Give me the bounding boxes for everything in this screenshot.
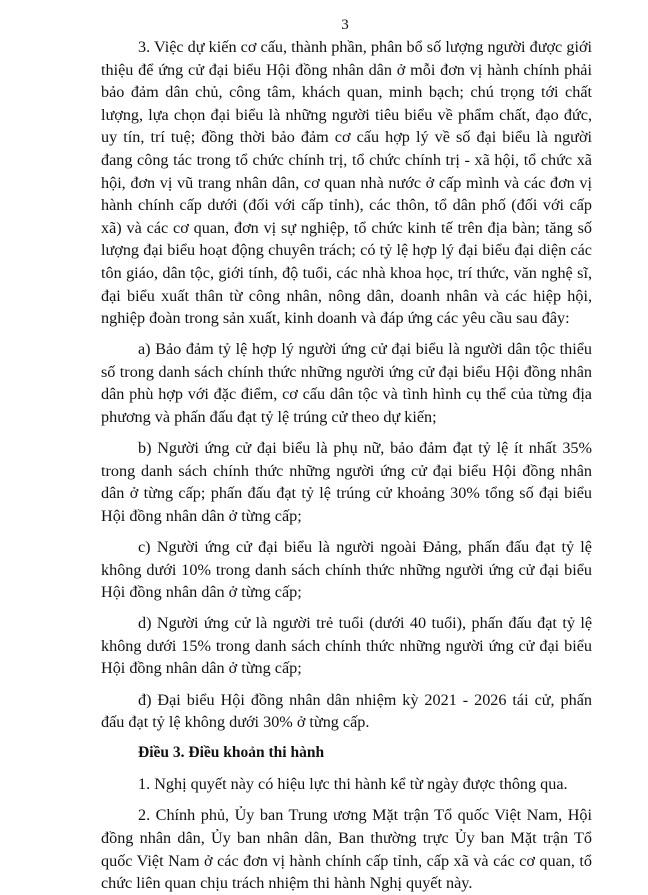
paragraph-b: b) Người ứng cử đại biểu là phụ nữ, bảo đảm đạt tỷ lệ ít nhất 35% trong danh sách chính thức những người ứng cử đại biểu Hội đồng nhân dân ở từng cấp; phấn đấu đạt tỷ lệ trúng cử khoảng 30% tổng số đại biểu Hội đồng nhân dân ở từng cấp;: [101, 439, 592, 525]
clause-2: 2. Chính phủ, Ủy ban Trung ương Mặt trận Tổ quốc Việt Nam, Hội đồng nhân dân, Ủy ban nhân dân, Ban thường trực Ủy ban Mặt trận Tổ quốc Việt Nam ở các đơn vị hành chính cấp tỉnh, cấp xã và các cơ quan, tổ chức liên quan chịu trách nhiệm thi hành Nghị quyết này.: [101, 806, 592, 893]
paragraph-d: d) Người ứng cử là người trẻ tuổi (dưới 40 tuổi), phấn đấu đạt tỷ lệ không dưới 15% trong danh sách chính thức những người ứng cử đại biểu Hội đồng nhân dân ở từng cấp;: [101, 614, 592, 678]
article-3-heading: Điều 3. Điều khoản thi hành: [138, 744, 325, 762]
paragraph-a: a) Bảo đảm tỷ lệ hợp lý người ứng cử đại biểu là người dân tộc thiểu số trong danh sách chính thức những người ứng cử đại biểu Hội đồng nhân dân phù hợp với đặc điểm, cơ cấu dân tộc và tình hình cụ thể của từng địa phương và phấn đấu đạt tỷ lệ trúng cử theo dự kiến;: [101, 340, 592, 426]
paragraph-dd: đ) Đại biểu Hội đồng nhân dân nhiệm kỳ 2021 - 2026 tái cử, phấn đấu đạt tỷ lệ không dưới 30% ở từng cấp.: [101, 690, 592, 732]
paragraph-c: c) Người ứng cử đại biểu là người ngoài Đảng, phấn đấu đạt tỷ lệ không dưới 10% trong danh sách chính thức những người ứng cử đại biểu Hội đồng nhân dân ở từng cấp;: [101, 537, 592, 602]
document-body: [101, 36, 592, 895]
paragraph-3: 3. Việc dự kiến cơ cấu, thành phần, phân bổ số lượng người được giới thiệu để ứng cử đại biểu Hội đồng nhân dân ở mỗi đơn vị hành chính phải bảo đảm dân chủ, công tâm, khách quan, minh bạch; chú trọng tới chất lượng, lựa chọn đại biểu là những người tiêu biểu về phẩm chất, đạo đức, uy tín, trí tuệ; đồng thời bảo đảm cơ cấu hợp lý về số đại biểu là người đang công tác trong tổ chức chính trị, tổ chức chính trị - xã hội, tổ chức xã hội, đơn vị vũ trang nhân dân, cơ quan nhà nước ở cấp mình và các đơn vị hành chính cấp dưới (đối với cấp tỉnh), các thôn, tổ dân phố (đối với cấp xã) và các cơ quan, đơn vị sự nghiệp, tổ chức kinh tế trên địa bàn; tăng số lượng đại biểu hoạt động chuyên trách; có tỷ lệ hợp lý đại biểu đại diện các tôn giáo, dân tộc, giới tính, độ tuổi, các nhà khoa học, trí thức, văn nghệ sĩ, đại biểu xuất thân từ công nhân, nông dân, doanh nhân và các hiệp hội, nghiệp đoàn trong sản xuất, kinh doanh và đáp ứng các yêu cầu sau đây:: [101, 38, 592, 328]
clause-1: 1. Nghị quyết này có hiệu lực thi hành kể từ ngày được thông qua.: [138, 775, 568, 794]
page-number: 3: [341, 17, 349, 33]
